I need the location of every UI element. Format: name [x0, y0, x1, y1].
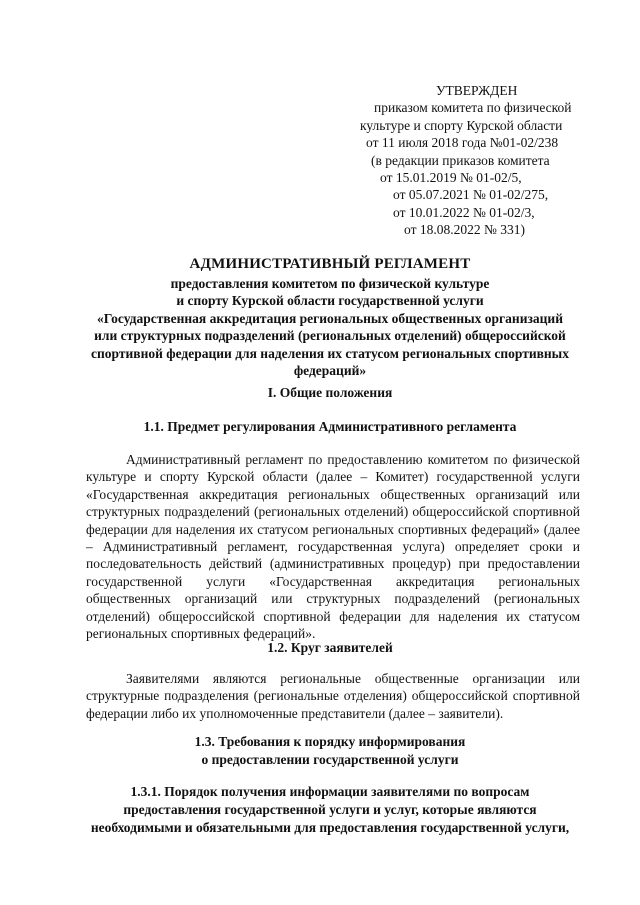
section-heading: 1.3. Требования к порядку информирования: [194, 734, 466, 749]
section-heading: о предоставлении государственной услуги: [201, 752, 459, 767]
title-line: спортивной федерации для наделения их статусом региональных спортивных: [91, 345, 569, 361]
approval-line: приказом комитета по физической: [374, 100, 572, 116]
section-heading: 1.3.1. Порядок получения информации заявителями по вопросам: [130, 784, 530, 799]
title-line: и спорту Курской области государственной услуги: [176, 293, 484, 308]
approval-stamp: [360, 82, 600, 239]
title-line: «Государственная аккредитация региональных общественных организаций: [97, 310, 563, 326]
section-heading: предоставления государственной услуги и услуг, которые являются: [123, 802, 537, 817]
approval-line: от 18.08.2022 № 331): [404, 222, 525, 238]
paragraph-line: структурных подразделений (региональных отделений) общероссийской спортивной: [86, 504, 580, 520]
approval-line: УТВЕРЖДЕН: [436, 83, 518, 98]
section-heading-1-3: [80, 733, 580, 769]
paragraph-line: Административный регламент по предоставлению комитетом по физической: [126, 452, 580, 467]
title-line: предоставления комитетом по физической культуре: [170, 275, 490, 291]
paragraph-line: государственной услуги «Государственная аккредитация региональных: [86, 573, 580, 589]
section-heading: 1.2. Круг заявителей: [267, 640, 393, 655]
section-heading: 1.1. Предмет регулирования Административного регламента: [143, 419, 517, 434]
paragraph-line: региональных спортивных федераций».: [86, 626, 316, 642]
section-heading-1-2: [80, 639, 580, 657]
title-line: федераций»: [293, 363, 367, 378]
paragraph-line: последовательность действий (административных процедур) при предоставлении: [86, 556, 580, 572]
paragraph-line: федерации либо их уполномоченные представители (далее – заявители).: [86, 705, 504, 721]
section-heading-1-3-1: [80, 783, 580, 837]
approval-line: культуре и спорту Курской области: [360, 117, 563, 133]
section-heading: I. Общие положения: [267, 385, 393, 400]
paragraph-line: структурные подразделения (региональные отделения) общероссийской спортивной: [86, 688, 580, 704]
section-heading-1-1: [80, 418, 580, 436]
paragraph-line: федерации для наделения их статусом региональных спортивных федераций» (далее: [86, 521, 580, 537]
approval-line: от 11 июля 2018 года №01-02/238: [366, 135, 559, 151]
paragraph-1-1: [86, 451, 580, 642]
paragraph-line: культуре и спорту Курской области (далее – Комитет) государственной услуги: [86, 469, 580, 485]
section-heading-general: [80, 384, 580, 402]
paragraph-line: отделений) общероссийской спортивной федерации для наделения их статусом: [86, 608, 580, 624]
section-heading: необходимыми и обязательными для предоставления государственной услуги,: [90, 820, 570, 835]
paragraph-line: Заявителями являются региональные общественные организации или: [126, 671, 580, 686]
main-title: АДМИНИСТРАТИВНЫЙ РЕГЛАМЕНТ: [189, 256, 471, 272]
paragraph-line: общественных организаций или структурных подразделений (региональных: [86, 591, 580, 607]
approval-line: от 15.01.2019 № 01-02/5,: [380, 170, 522, 186]
approval-line: от 10.01.2022 № 01-02/3,: [393, 204, 535, 220]
title-line: или структурных подразделений (региональных отделений) общероссийской: [94, 328, 566, 343]
paragraph-1-2: [86, 670, 580, 722]
approval-line: (в редакции приказов комитета: [371, 152, 550, 168]
paragraph-line: «Государственная аккредитация региональных общественных организаций или: [86, 486, 580, 502]
approval-line: от 05.07.2021 № 01-02/275,: [393, 187, 549, 203]
document-title: [80, 256, 580, 380]
paragraph-line: – Административный регламент, государственная услуга) определяет сроки и: [86, 539, 580, 555]
